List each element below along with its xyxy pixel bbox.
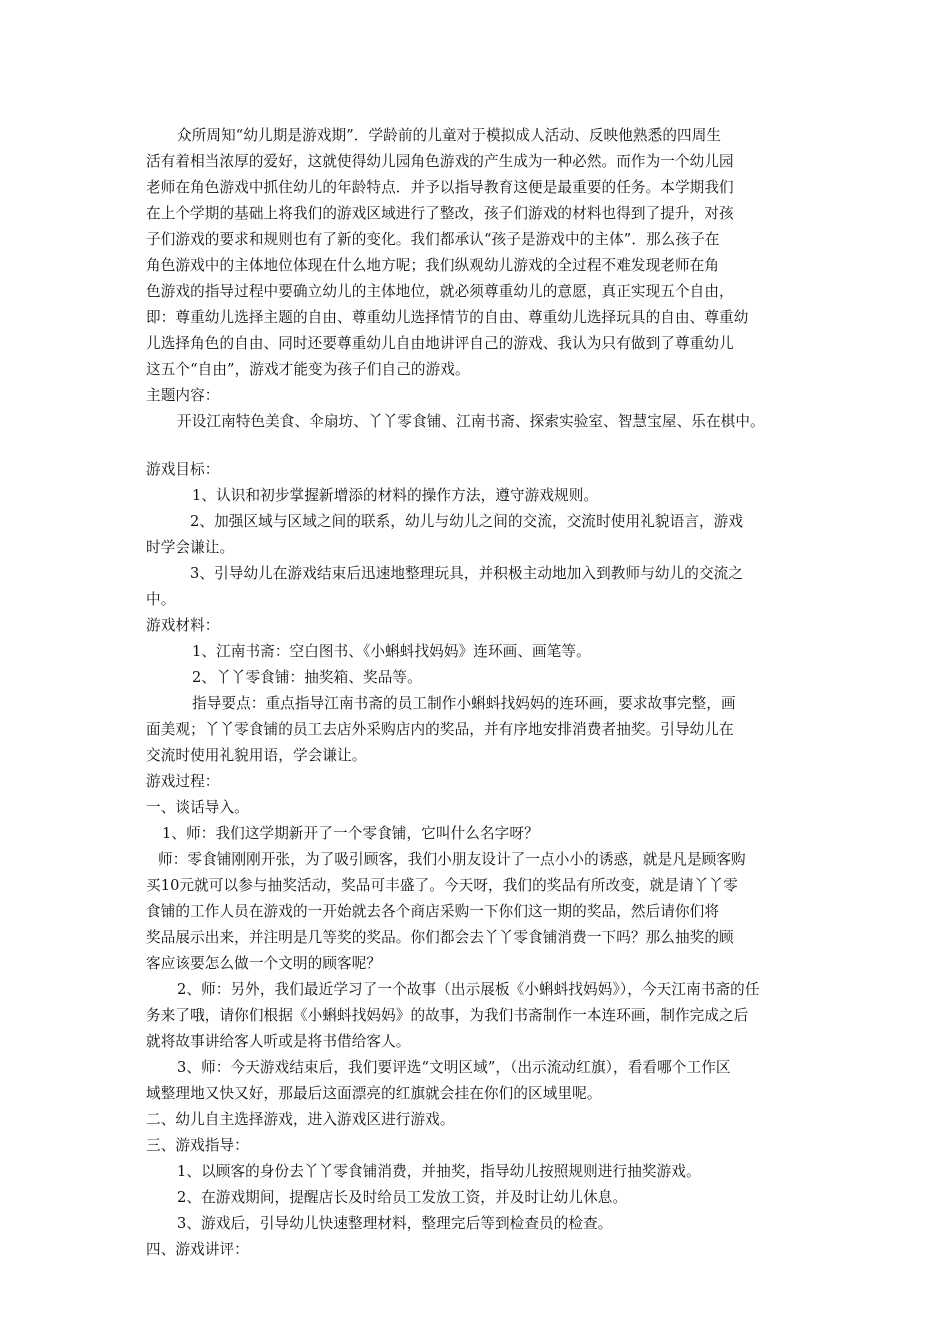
process-step-4-heading: 四、游戏讲评： [146, 1241, 249, 1258]
goal-item-1: 1、认识和初步掌握新增添的材料的操作方法，遵守游戏规则。 [192, 487, 599, 504]
section-heading-theme: 主题内容： [146, 387, 220, 404]
guidance-points-line-1: 指导要点：重点指导江南书斋的员工制作小蝌蚪找妈妈的连环画，要求故事完整，画 [192, 695, 736, 712]
theme-content: 开设江南特色美食、伞扇坊、丫丫零食铺、江南书斋、探索实验室、智慧宝屋、乐在棋中。 [177, 413, 765, 430]
goal-item-3-cont: 中。 [146, 591, 176, 608]
paragraph-intro-line-2: 活有着相当浓厚的爱好，这就使得幼儿园角色游戏的产生成为一种必然。而作为一个幼儿园 [146, 153, 734, 170]
paragraph-intro-line-6: 角色游戏中的主体地位体现在什么地方呢；我们纵观幼儿游戏的全过程不难发现老师在角 [146, 257, 720, 274]
material-item-2: 2、丫丫零食铺：抽奖箱、奖品等。 [192, 669, 422, 686]
paragraph-intro-line-10: 这五个“自由”，游戏才能变为孩子们自己的游戏。 [146, 361, 470, 378]
process-step-1-para-line-4: 奖品展示出来，并注明是几等奖的奖品。你们都会去丫丫零食铺消费一下吗？那么抽奖的顾 [146, 929, 734, 946]
process-step-1-para-line-2: 买10元就可以参与抽奖活动，奖品可丰盛了。今天呀，我们的奖品有所改变，就是请丫丫零 [146, 877, 738, 894]
process-step-1-item-2: 2、师：另外，我们最近学习了一个故事（出示展板《小蝌蚪找妈妈》），今天江南书斋的任 [177, 981, 760, 998]
process-step-1-item-3-cont: 域整理地又快又好，那最后这面漂亮的红旗就会挂在你们的区域里呢。 [146, 1085, 602, 1102]
goal-item-2-cont: 时学会谦让。 [146, 539, 235, 556]
guidance-item-2: 2、在游戏期间，提醒店长及时给员工发放工资，并及时让幼儿休息。 [177, 1189, 628, 1206]
paragraph-intro-line-4: 在上个学期的基础上将我们的游戏区域进行了整改，孩子们游戏的材料也得到了提升，对孩 [146, 205, 734, 222]
guidance-item-1: 1、以顾客的身份去丫丫零食铺消费，并抽奖，指导幼儿按照规则进行抽奖游戏。 [177, 1163, 701, 1180]
guidance-points-line-2: 面美观；丫丫零食铺的员工去店外采购店内的奖品，并有序地安排消费者抽奖。引导幼儿在 [146, 721, 734, 738]
process-step-2-heading: 二、幼儿自主选择游戏，进入游戏区进行游戏。 [146, 1111, 455, 1128]
material-item-1: 1、江南书斋：空白图书、《小蝌蚪找妈妈》连环画、画笔等。 [192, 643, 591, 660]
process-step-1-heading: 一、谈话导入。 [146, 799, 249, 816]
paragraph-intro-line-5: 子们游戏的要求和规则也有了新的变化。我们都承认“孩子是游戏中的主体”．那么孩子在 [146, 231, 720, 248]
guidance-points-line-3: 交流时使用礼貌用语，学会谦让。 [146, 747, 367, 764]
process-step-1-item-3: 3、师：今天游戏结束后，我们要评选“文明区域”，（出示流动红旗），看看哪个工作区 [177, 1059, 731, 1076]
goal-item-2: 2、加强区域与区域之间的联系，幼儿与幼儿之间的交流，交流时使用礼貌语言，游戏 [190, 513, 744, 530]
paragraph-intro-line-9: 儿选择角色的自由、同时还要尊重幼儿自由地讲评自己的游戏、我认为只有做到了尊重幼儿 [146, 335, 734, 352]
process-step-1-item-2-cont-1: 务来了哦，请你们根据《小蝌蚪找妈妈》的故事，为我们书斋制作一本连环画，制作完成之后 [146, 1007, 749, 1024]
process-step-1-para-line-3: 食铺的工作人员在游戏的一开始就去各个商店采购一下你们这一期的奖品，然后请你们将 [146, 903, 720, 920]
section-heading-materials: 游戏材料： [146, 617, 220, 634]
paragraph-intro-line-1: 众所周知“幼儿期是游戏期”．学龄前的儿童对于模拟成人活动、反映他熟悉的四周生 [177, 127, 722, 144]
process-step-1-para-line-5: 客应该要怎么做一个文明的顾客呢？ [146, 955, 382, 972]
guidance-item-3: 3、游戏后，引导幼儿快速整理材料，整理完后等到检查员的检查。 [177, 1215, 613, 1232]
process-step-1-para-line-1: 师：零食铺刚刚开张，为了吸引顾客，我们小朋友设计了一点小小的诱惑，就是凡是顾客购 [158, 851, 746, 868]
paragraph-intro-line-8: 即：尊重幼儿选择主题的自由、尊重幼儿选择情节的自由、尊重幼儿选择玩具的自由、尊重幼 [146, 309, 749, 326]
paragraph-intro-line-3: 老师在角色游戏中抓住幼儿的年龄特点．并予以指导教育这便是最重要的任务。本学期我们 [146, 179, 734, 196]
process-step-3-heading: 三、游戏指导： [146, 1137, 249, 1154]
process-step-1-item-2-cont-2: 就将故事讲给客人听或是将书借给客人。 [146, 1033, 411, 1050]
process-step-1-item-1: 1、师：我们这学期新开了一个零食铺，它叫什么名字呀？ [162, 825, 539, 842]
goal-item-3: 3、引导幼儿在游戏结束后迅速地整理玩具，并积极主动地加入到教师与幼儿的交流之 [190, 565, 744, 582]
section-heading-goals: 游戏目标： [146, 461, 220, 478]
paragraph-intro-line-7: 色游戏的指导过程中要确立幼儿的主体地位，就必须尊重幼儿的意愿，真正实现五个自由， [146, 283, 734, 300]
section-heading-process: 游戏过程： [146, 773, 220, 790]
